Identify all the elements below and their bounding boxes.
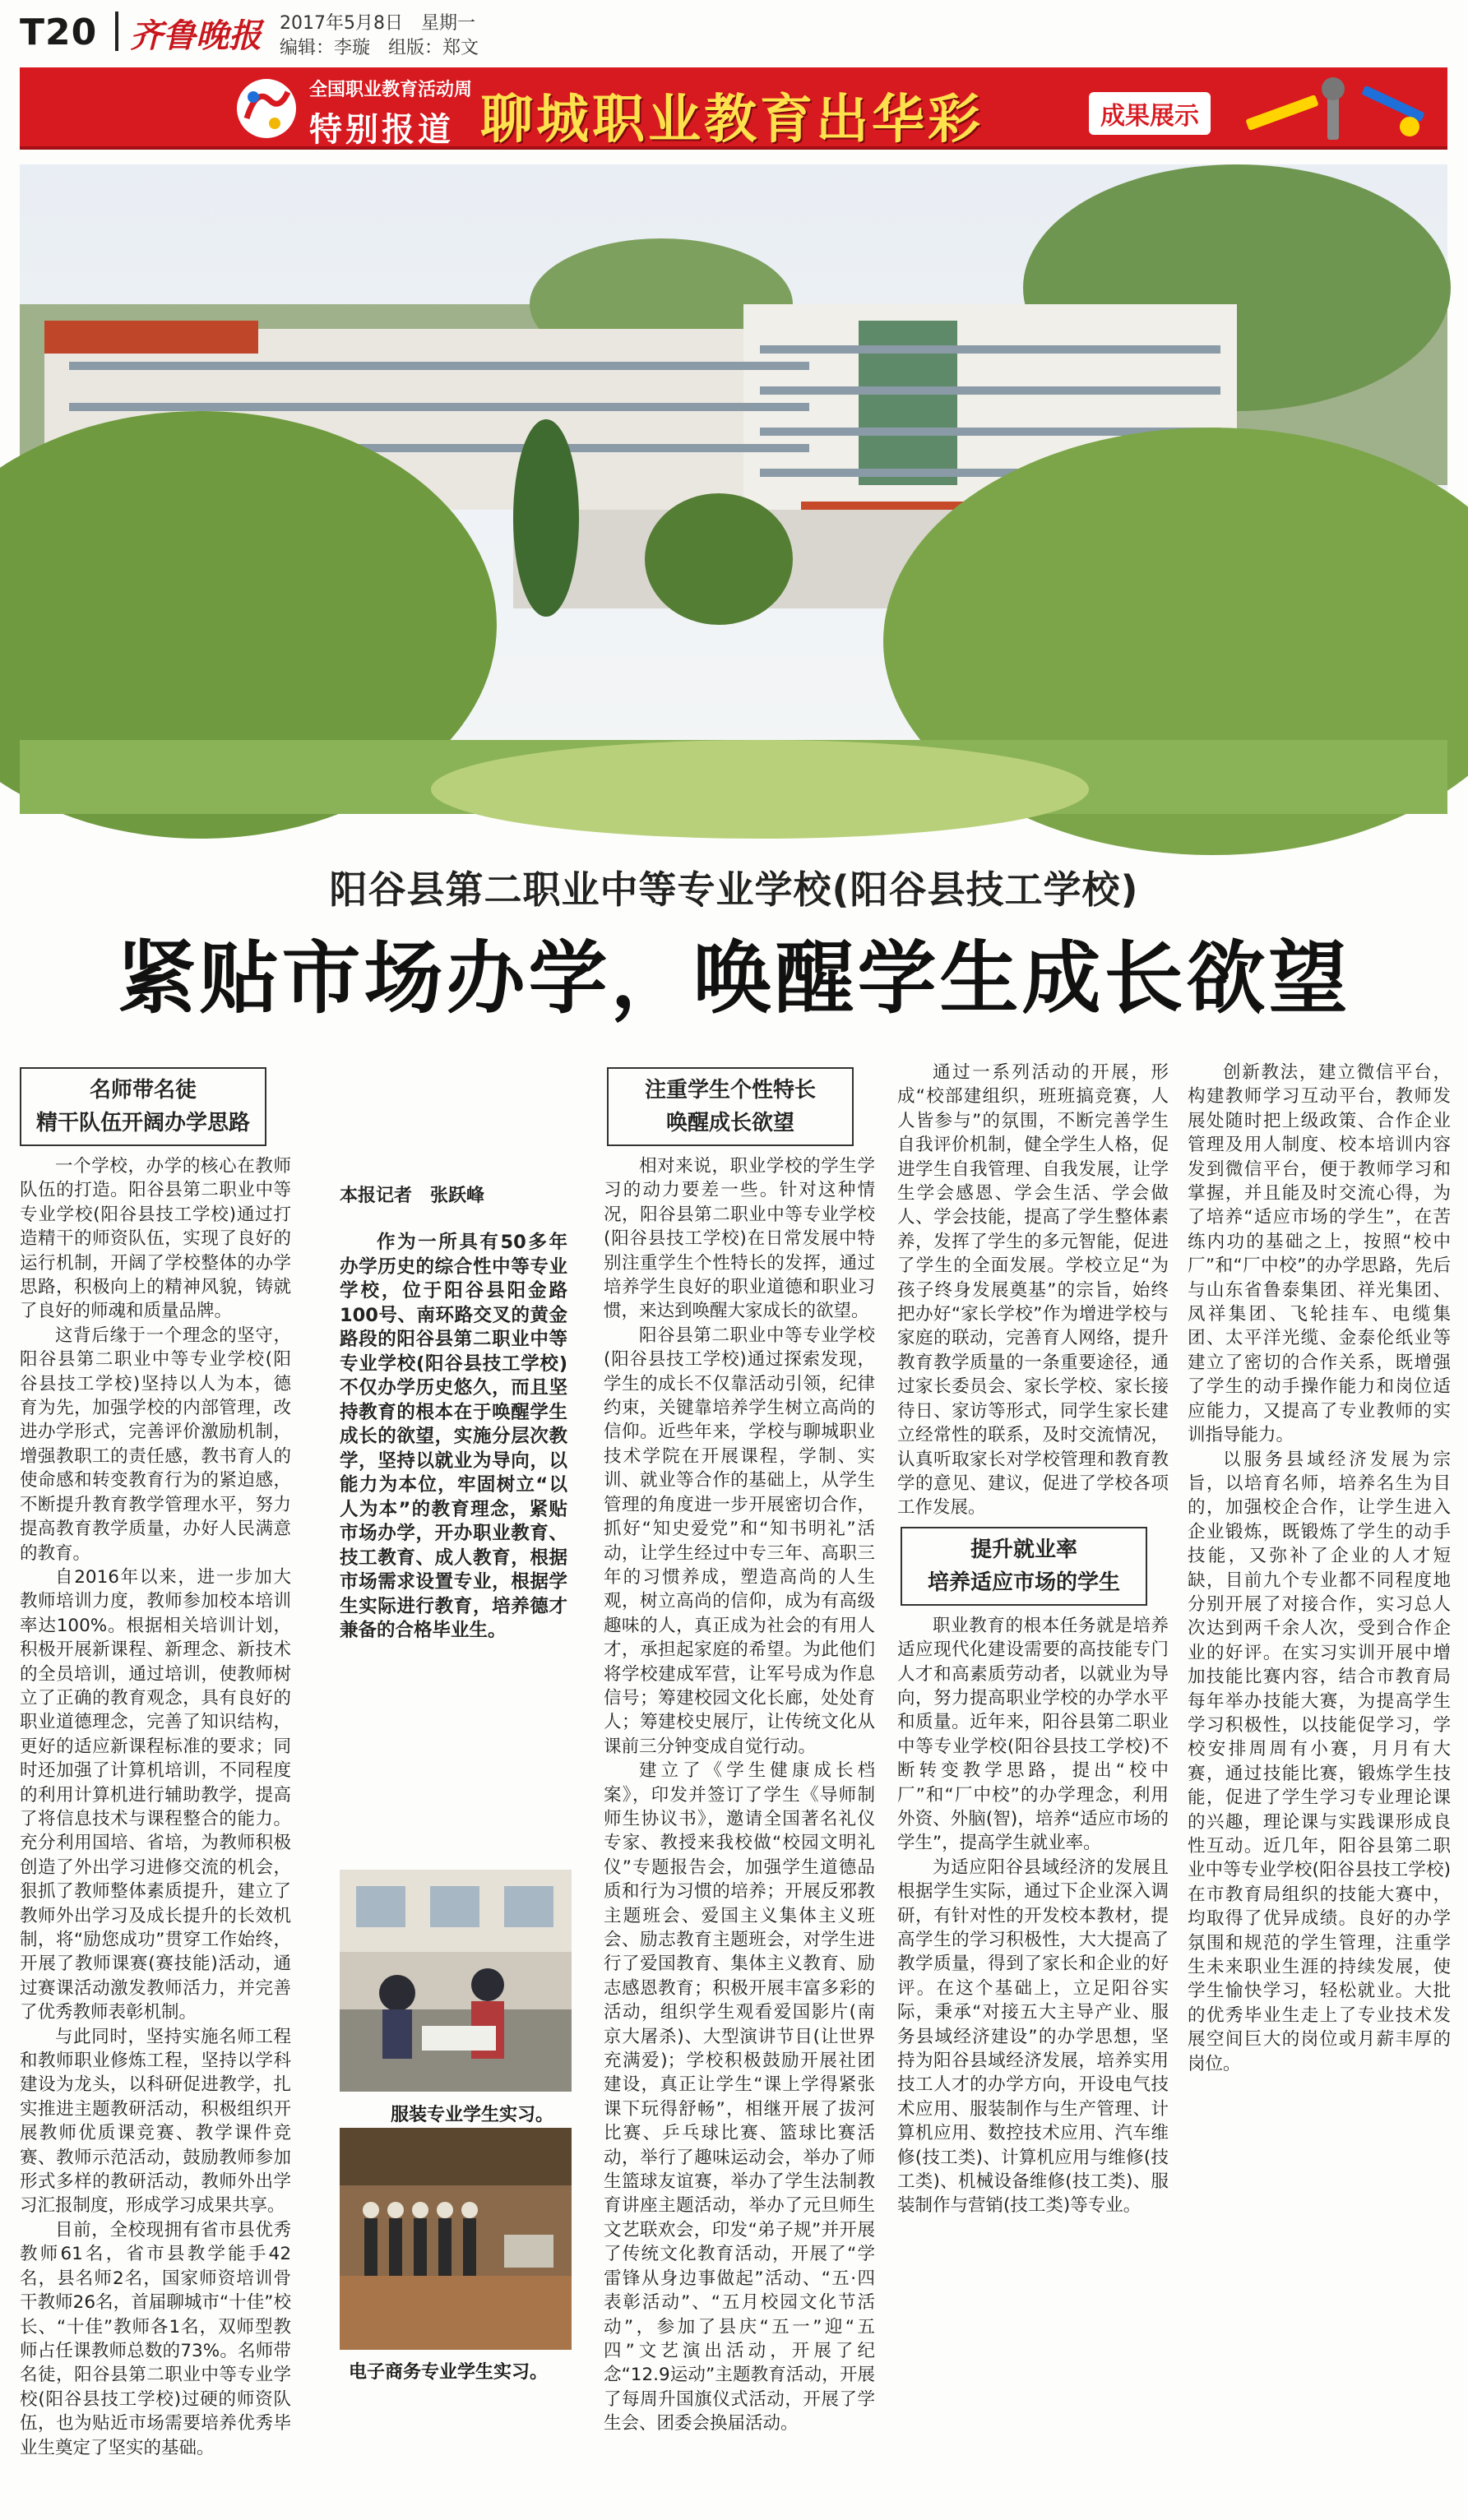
article-headline: 紧贴市场办学，唤醒学生成长欲望 [117,932,1351,1024]
paragraph: 通过一系列活动的开展，形成“校部建组织，班班搞竞赛，人人皆参与”的氛围，不断完善学生自我评价机制，健全学生人格，促进学生自我管理、自我发展，让学生学会感恩、学会生活、学会做人、学会技能，提高了学生整体素养，发挥了学生的多元智能，促进了学生的全面发展。学校立足“为孩子终身发展奠基”的宗旨，始终把办好“家长学校”作为增进学校与家庭的联动，完善育人网络，提升教育教学质量的一条重要途径，通过家长委员会、家长学校、家长接待日、家访等形式，同学生家长建立经常性的联系，及时交流情况，认真听取家长对学校管理和教育教学的意见、建议，促进了学校各项工作发展。 [897,1062,1169,1519]
masthead-divider [115,12,118,51]
section-heading-line1: 名师带名徒 [89,1078,197,1103]
section-heading-students [607,1067,854,1146]
paragraph: 建立了《学生健康成长档案》，印发并签订了学生《导师制师生协议书》，邀请全国著名礼仪专家、教授来我校做“校园文明礼仪”专题报告会，加强学生道德品质和行为习惯的培养；开展反邪教主题班会、爱国主义集体主义班会、励志教育主题班会，对学生进行了爱国教育、集体主义教育、励志感恩教育；积极开展丰富多彩的活动，组织学生观看爱国影片(南京大屠杀)、大型演讲节目(让世界充满爱)；学校积极鼓励开展社团建设，真正让学生“课上学得紧张 课下玩得舒畅”，相继开展了拔河比赛、乒乓球比赛、篮球比赛活动，举行了趣味运动会，举办了师生篮球友谊赛，举办了学生法制教育讲座主题活动，举办了元旦师生文艺联欢会，印发“弟子规”并开展了传统文化教育活动，开展了“学雷锋从身边事做起”活动、“五·四表彰活动”、“五月校园文化节活动”，参加了县庆“五一”迎“五四”文艺演出活动，开展了纪念“12.9运动”主题教育活动，开展了每周升国旗仪式活动，开展了学生会、团委会换届活动。 [604,1760,893,2434]
section-heading-line2: 唤醒成长欲望 [665,1111,794,1135]
paragraph: 职业教育的根本任务就是培养适应现代化建设需要的高技能专门人才和高素质劳动者，以就业为导向，努力提高职业学校的办学水平和质量。近年来，阳谷县第二职业中等专业学校(阳谷县技工学校)不断转变教学思路，提出“校中厂”和“厂中校”的办学理念，利用外资、外脑(智)，培养“适应市场的学生”，提高学生就业率。 [897,1615,1169,1854]
clothing-practice-photo [340,1870,572,2092]
banner-line1: 全国职业教育活动周 [309,80,473,100]
newspaper-logo: 齐鲁晚报 [130,16,262,55]
article-lead: 作为一所具有50多年办学历史的综合性中等专业学校，位于阳谷县阳金路100号、南环路交叉的黄金路段的阳谷县第二职业中等专业学校(阳谷县技工学校)不仅办学历史悠久，而且坚持教育的根本在于唤醒学生成长的欲望，实施分层次教学，坚持以就业为导向，以能力为本位，牢固树立“以人为本”的教育理念，紧贴市场办学，开办职业教育、技工教育、成人教育，根据市场需求设置专业，根据学生实际进行教育，培养德才兼备的合格毕业生。 [340,1232,567,1642]
section-heading-employment [901,1527,1147,1606]
article-column-3 [604,1061,893,2508]
page-number: T20 [20,12,98,53]
article-column-4 [897,1061,1169,2508]
section-heading-line1: 注重学生个性特长 [644,1078,816,1103]
banner-tag: 成果展示 [1089,92,1211,135]
article-subtitle: 阳谷县第二职业中等专业学校(阳谷县技工学校) [329,867,1139,912]
editor-credits: 编辑：李璇 组版：郑文 [280,38,479,58]
paragraph: 目前，全校现拥有省市县优秀教师61名，省市县教学能手42名，县名师2名，国家师资培训骨干教师26名，首届聊城市“十佳”校长、“十佳”教师各1名，双师型教师占任课教师总数的73%。名师带名徒，阳谷县第二职业中等专业学校(阳谷县技工学校)过硬的师资队伍，也为贴近市场需要培养优秀毕业生奠定了坚实的基础。 [20,2219,291,2458]
ecommerce-practice-photo [340,2128,572,2350]
article-column-5 [1188,1061,1451,2508]
paragraph: 创新教法，建立微信平台，构建教师学习互动平台，教师发展处随时把上级政策、合作企业管理及用人制度、校本培训内容发到微信平台，便于教师学习和掌握，并且能及时交流心得，为了培养“适应市场的学生”，在苦练内功的基础之上，按照“校中厂”和“厂中校”的办学思路，先后与山东省鲁泰集团、祥光集团、凤祥集团、飞轮挂车、电缆集团、太平洋光缆、金泰伦纸业等建立了密切的合作关系，既增强了学生的动手操作能力和岗位适应能力，又提高了专业教师的实训指导能力。 [1188,1062,1451,1446]
reporter-byline: 本报记者 张跃峰 [340,1186,485,1206]
article-column-1 [20,1061,291,2508]
paragraph: 阳谷县第二职业中等专业学校(阳谷县技工学校)通过探索发现，学生的成长不仅靠活动引领，纪律约束，关键靠培养学生树立高尚的信仰。近些年来，学校与聊城职业技术学院在开展课程，学制、实训、就业等合作的基础上，从学生管理的角度进一步开展密切合作，抓好“知史爱党”和“知书明礼”活动，让学生经过中专三年、高职三年的习惯养成，塑造高尚的人生观，树立高尚的信仰，成为有高级趣味的人，真正成为社会的有用人才，承担起家庭的希望。为此他们将学校建成军营，让军号成为作息信号；筹建校园文化长廊，处处育人；筹建校史展厅，让传统文化从课前三分钟变成自觉行动。 [604,1325,875,1757]
masthead [0,0,1468,62]
paragraph: 这背后缘于一个理念的坚守，阳谷县第二职业中等专业学校(阳谷县技工学校)坚持以人为本，德育为先，加强学校的内部管理，改进办学形式，完善评价激励机制，增强教职工的责任感，教书育人的使命感和转变教育行为的紧迫感，不断提升教育教学管理水平，努力提高教育教学质量，办好人民满意的教育。 [20,1325,291,1564]
section-heading-line2: 精干队伍开阔办学思路 [35,1111,250,1135]
paragraph: 以服务县域经济发展为宗旨，以培育名师，培养名生为目的，加强校企合作，让学生进入企业锻炼，既锻炼了学生的动手技能，又弥补了企业的人才短缺，目前九个专业都不同程度地分别开展了对接合作，实习总人次达到两千余人次，受到合作企业的好评。在实习实训开展中增加技能比赛内容，结合市教育局每年举办技能大赛，为提高学生学习积极性，以技能促学习，学校安排周周有小赛，月月有大赛，通过技能比赛，锻炼学生技能，促进了学生学习专业理论课的兴趣，理论课与实践课形成良性互动。近几年，阳谷县第二职业中等专业学校(阳谷县技工学校)在市教育局组织的技能大赛中，均取得了优异成绩。良好的办学氛围和规范的学生管理，注重学生未来职业生涯的持续发展，使学生愉快学习，轻松就业。大批的优秀毕业生走上了专业技术发展空间巨大的岗位或月薪丰厚的岗位。 [1188,1449,1451,2074]
education-week-logo-icon [234,76,299,141]
section-heading-teachers [20,1067,266,1146]
paragraph: 自2016年以来，进一步加大教师培训力度，教师参加校本培训率达100%。根据相关培训计划，积极开展新课程、新理念、新技术的全员培训，通过培训，使教师树立了正确的教育观念，具有良好的职业道德理念，完善了知识结构，更好的适应新课程标准的要求；同时还加强了计算机培训，不同程度的利用计算机进行辅助教学，提高了将信息技术与课程整合的能力。充分利用国培、省培，为教师积极创造了外出学习进修交流的机会，狠抓了教师整体素质提升，建立了教师外出学习及成长提升的长效机制，将“励您成功”贯穿工作始终，开展了教师课赛(赛技能)活动，通过赛课活动激发教师活力，并完善了优秀教师表彰机制。 [20,1566,291,2023]
banner-title: 聊城职业教育出华彩 [480,90,984,150]
section-heading-line2: 培养适应市场的学生 [927,1570,1120,1595]
section-heading-line1: 提升就业率 [970,1537,1077,1562]
issue-date: 2017年5月8日 星期一 [280,13,475,34]
photo-caption: 服装专业学生实习。 [391,2105,554,2125]
special-report-banner [20,67,1447,150]
photo-caption: 电子商务专业学生实习。 [349,2362,549,2383]
article-column-2 [340,1061,567,1850]
banner-line2: 特别报道 [309,111,454,149]
paragraph: 相对来说，职业学校的学生学习的动力要差一些。针对这种情况，阳谷县第二职业中等专业学校(阳谷县技工学校)在日常发展中特别注重学生个性特长的发挥，通过培养学生良好的职业道德和职业习惯，来达到唤醒大家成长的欲望。 [604,1156,875,1322]
school-campus-photo [20,164,1447,814]
paragraph: 一个学校，办学的核心在教师队伍的打造。阳谷县第二职业中等专业学校(阳谷县技工学校)通过打造精干的师资队伍，实现了良好的运行机制，开阔了学校整体的办学思路，积极向上的精神风貌，铸就了良好的师魂和质量品牌。 [20,1156,291,1322]
tools-icon [1229,74,1443,145]
masthead-info [280,12,479,61]
paragraph: 为适应阳谷县域经济的发展且根据学生实际，通过下企业深入调研，有针对性的开发校本教材，提高学生的学习积极性，大大提高了教学质量，得到了家长和企业的好评。在这个基础上，立足阳谷实际，秉承“对接五大主导产业、服务县域经济建设”的办学思想，坚持为阳谷县域经济发展，培养实用技工人才的办学方向，开设电气技术应用、服装制作与生产管理、计算机应用、数控技术应用、汽车维修(技工类)、计算机应用与维修(技工类)、机械设备维修(技工类)、服装制作与营销(技工类)等专业。 [897,1856,1169,2217]
paragraph: 与此同时，坚持实施名师工程和教师职业修炼工程，坚持以学科建设为龙头，以科研促进教学，扎实推进主题教研活动，积极组织开展教师优质课竞赛、教学课件竞赛、教师示范活动，鼓励教师参加形式多样的教研活动，教师外出学习汇报制度，形成学习成果共享。 [20,2026,291,2217]
